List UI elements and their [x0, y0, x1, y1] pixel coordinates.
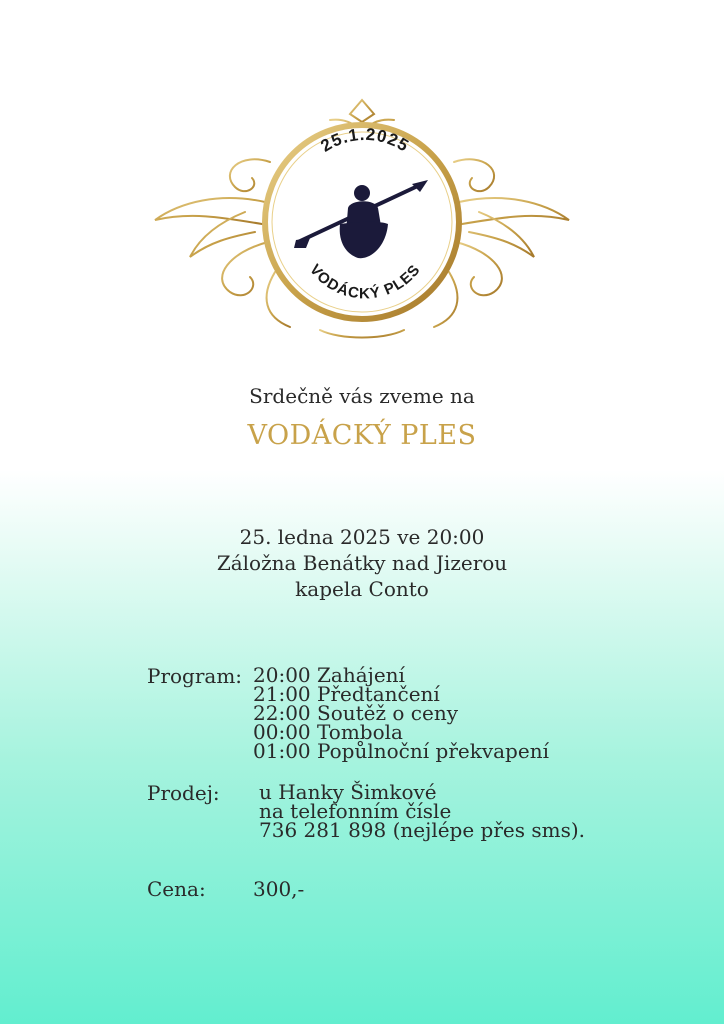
invitation-text: Srdečně vás zveme na	[249, 384, 475, 408]
prodej-info	[259, 780, 586, 842]
program-list	[253, 663, 549, 763]
program-item: 22:00 Soutěž o ceny	[253, 701, 458, 725]
cena-value: 300,-	[253, 877, 305, 901]
program-item: 01:00 Popůlnoční překvapení	[253, 739, 549, 763]
cena-label: Cena:	[147, 877, 206, 901]
prodej-label: Prodej:	[147, 781, 220, 805]
program-item: 20:00 Zahájení	[253, 663, 405, 687]
event-venue: Záložna Benátky nad Jizerou	[216, 551, 508, 575]
event-emblem	[150, 92, 574, 342]
program-label: Program:	[147, 664, 243, 688]
event-title: VODÁCKÝ PLES	[247, 420, 477, 451]
event-band: kapela Conto	[295, 577, 429, 601]
event-details	[0, 524, 724, 602]
prodej-phone: 736 281 898 (nejlépe přes sms).	[259, 818, 586, 842]
prodej-line: na telefonním čísle	[259, 799, 452, 823]
event-date-time: 25. ledna 2025 ve 20:00	[239, 525, 485, 549]
emblem-date: 25.1.2025	[317, 124, 413, 156]
emblem-name: VODÁCKÝ PLES	[306, 261, 424, 303]
program-item: 00:00 Tombola	[253, 720, 403, 744]
prodej-line: u Hanky Šimkové	[259, 780, 437, 804]
program-item: 21:00 Předtančení	[253, 682, 440, 706]
